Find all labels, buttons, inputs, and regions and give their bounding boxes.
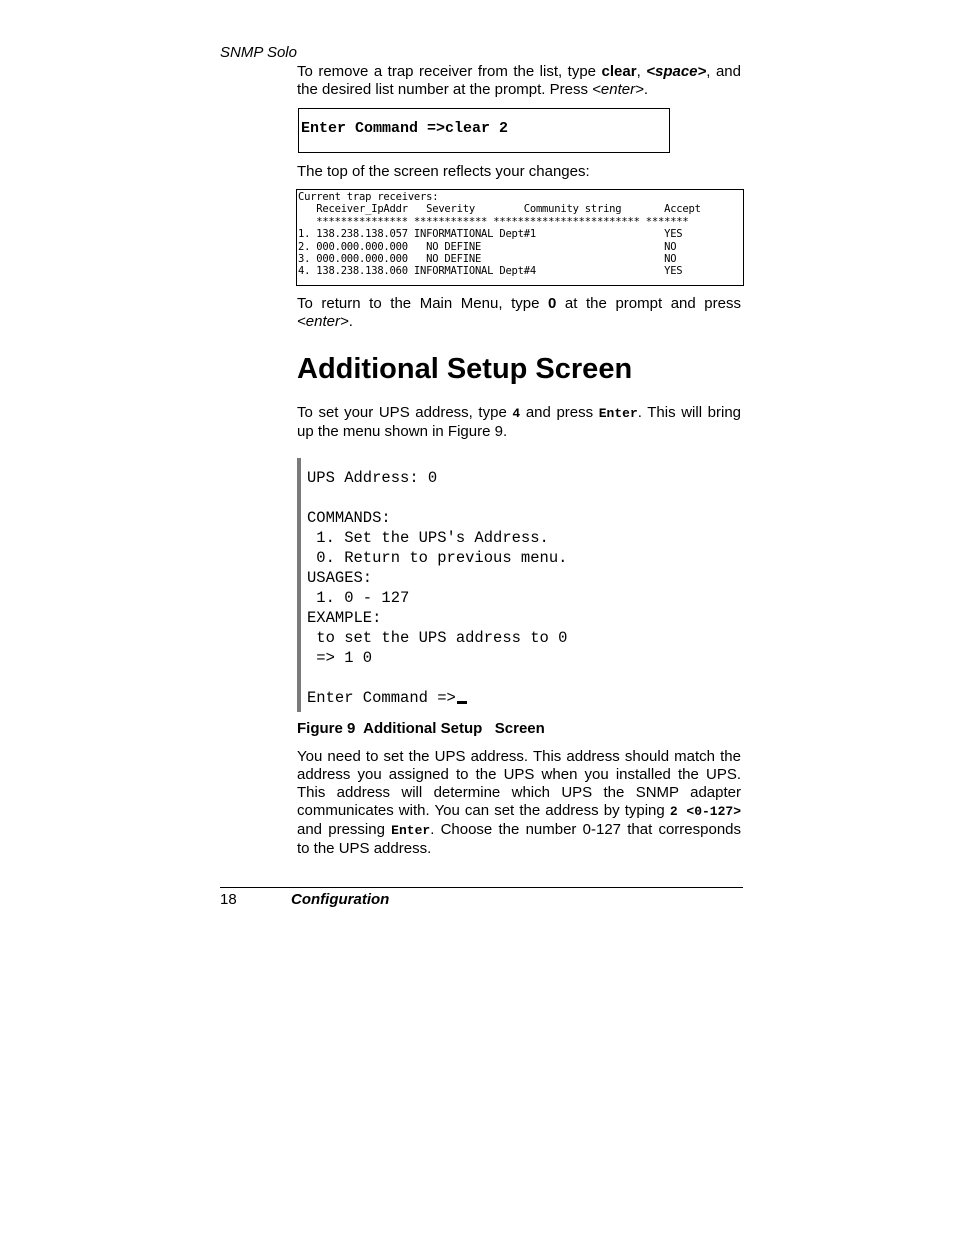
- terminal-line: *************** ************ ************************ *******: [298, 215, 689, 228]
- terminal-line: [307, 488, 567, 508]
- section-heading: Additional Setup Screen: [297, 353, 633, 385]
- four-key: 4: [512, 406, 521, 421]
- enter-key: <enter>: [297, 313, 349, 330]
- terminal-line: => 1 0: [307, 649, 373, 667]
- terminal-line: Current trap receivers:: [298, 191, 439, 203]
- text-cursor: [457, 701, 467, 704]
- terminal-line: EXAMPLE:: [307, 609, 382, 627]
- ups-address-paragraph: You need to set the UPS address. This address should match the address you assigned to the UPS when you installed the UPS. This address will determine which UPS the SNMP adapter communicates with. You can set the address by typing 2 <0-127> and pressing Enter. Choose the number 0-127 that corresponds to the UPS address.: [297, 748, 742, 857]
- screen-border: [297, 458, 301, 712]
- return-main-menu-paragraph: To return to the Main Menu, type 0 at the prompt and press <enter>.: [297, 295, 741, 330]
- setup-paragraph: To set your UPS address, type 4 and press Enter. This will bring up the menu shown in Figure 9.: [297, 404, 742, 440]
- figure-9-screenshot: [297, 458, 747, 712]
- zero-key: 0: [548, 295, 557, 312]
- terminal-line: 1. Set the UPS's Address.: [307, 529, 549, 547]
- top-screen-paragraph: The top of the screen reflects your changes:: [297, 163, 590, 180]
- terminal-line: 2. 000.000.000.000 NO DEFINE NO: [298, 240, 677, 253]
- address-command: 2 <0-127>: [669, 804, 741, 819]
- terminal-line: Receiver_IpAddr Severity Community string Accept: [298, 203, 701, 216]
- command-text: Enter Command =>clear 2: [301, 120, 509, 137]
- terminal-line: [307, 668, 567, 688]
- clear-keyword: clear: [601, 63, 637, 80]
- terminal-line: 0. Return to previous menu.: [307, 549, 568, 567]
- trap-receivers-screenshot: [296, 189, 744, 286]
- page-number: 18: [220, 891, 237, 908]
- footer-section: Configuration: [291, 891, 390, 908]
- trap-receivers-lines: [298, 191, 701, 278]
- command-prompt: Enter Command =>: [307, 689, 456, 707]
- figure-9-terminal: [307, 468, 567, 708]
- footer-rule: [220, 887, 743, 888]
- running-header: SNMP Solo: [220, 44, 297, 61]
- enter-key: <enter>: [592, 81, 644, 98]
- enter-key: Enter: [598, 406, 638, 421]
- figure-caption: Figure 9 Additional Setup Screen: [297, 720, 545, 737]
- command-screenshot: [298, 108, 670, 153]
- terminal-line: 1. 0 - 127: [307, 589, 410, 607]
- enter-key: Enter: [391, 823, 431, 838]
- terminal-line: to set the UPS address to 0: [307, 629, 568, 647]
- terminal-line: 3. 000.000.000.000 NO DEFINE NO: [298, 253, 677, 266]
- terminal-line: COMMANDS:: [307, 509, 391, 527]
- terminal-line: 4. 138.238.138.060 INFORMATIONAL Dept#4 YES: [298, 265, 683, 278]
- remove-receiver-paragraph: To remove a trap receiver from the list, type clear, <space>, and the desired list number at the prompt. Press <enter>.: [297, 63, 741, 98]
- terminal-line: UPS Address: 0: [307, 469, 438, 487]
- terminal-line: USAGES:: [307, 569, 373, 587]
- terminal-line: 1. 138.238.138.057 INFORMATIONAL Dept#1 YES: [298, 228, 683, 241]
- space-key: <space>: [646, 63, 707, 80]
